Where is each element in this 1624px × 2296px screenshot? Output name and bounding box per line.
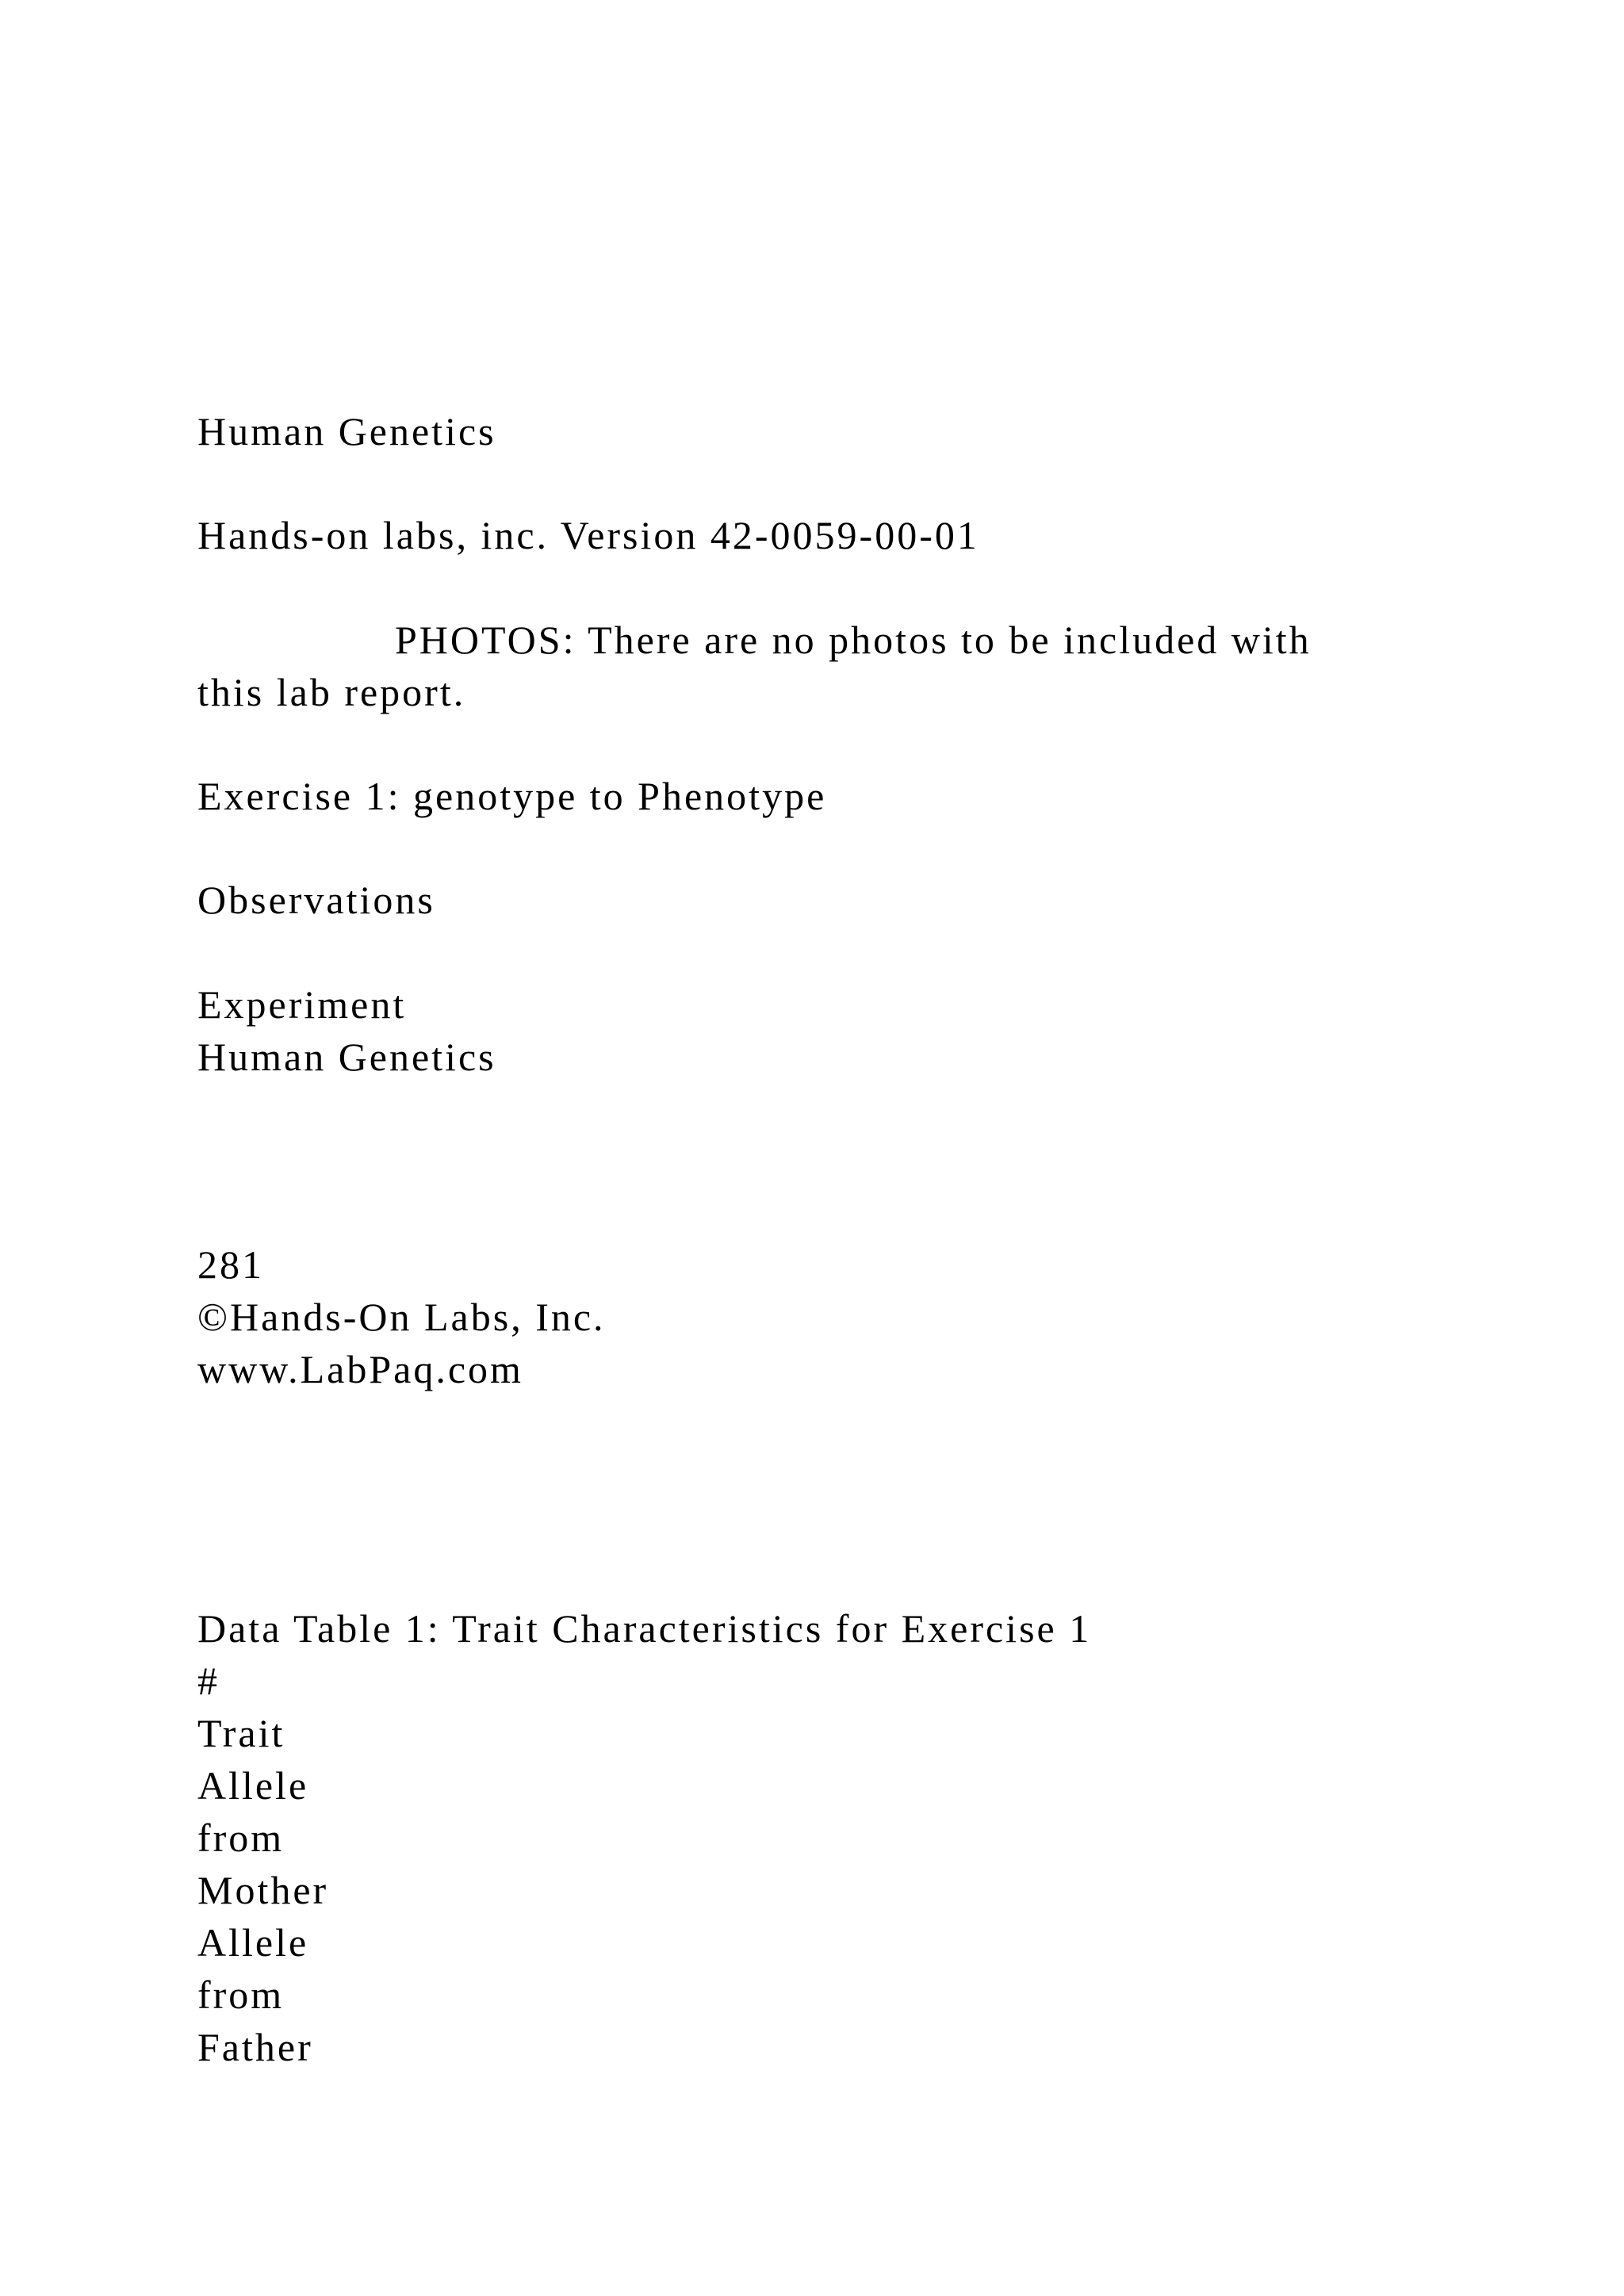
version-line: Hands-on labs, inc. Version 42-0059-00-01: [197, 513, 979, 557]
website-url: www.LabPaq.com: [197, 1347, 523, 1391]
table-header-mother: Mother: [197, 1868, 329, 1912]
exercise-heading: Exercise 1: genotype to Phenotype: [197, 774, 827, 818]
photos-note-line-1: PHOTOS: There are no photos to be included with: [395, 618, 1312, 662]
table-header-father: Father: [197, 2025, 313, 2069]
observations-heading: Observations: [197, 878, 435, 922]
photos-note-line-2: this lab report.: [197, 670, 466, 714]
table-header-trait: Trait: [197, 1711, 285, 1755]
table-header-father-from: from: [197, 1973, 285, 2017]
page-number: 281: [197, 1242, 264, 1287]
table-header-number: #: [197, 1659, 220, 1703]
document-title: Human Genetics: [197, 409, 496, 453]
table-header-mother-allele: Allele: [197, 1763, 309, 1808]
table-caption: Data Table 1: Trait Characteristics for Exercise 1: [197, 1606, 1092, 1651]
table-header-father-allele: Allele: [197, 1920, 309, 1965]
copyright-notice: ©Hands-On Labs, Inc.: [197, 1295, 606, 1339]
table-header-mother-from: from: [197, 1816, 285, 1860]
experiment-label: Experiment: [197, 982, 407, 1027]
experiment-title: Human Genetics: [197, 1035, 496, 1079]
